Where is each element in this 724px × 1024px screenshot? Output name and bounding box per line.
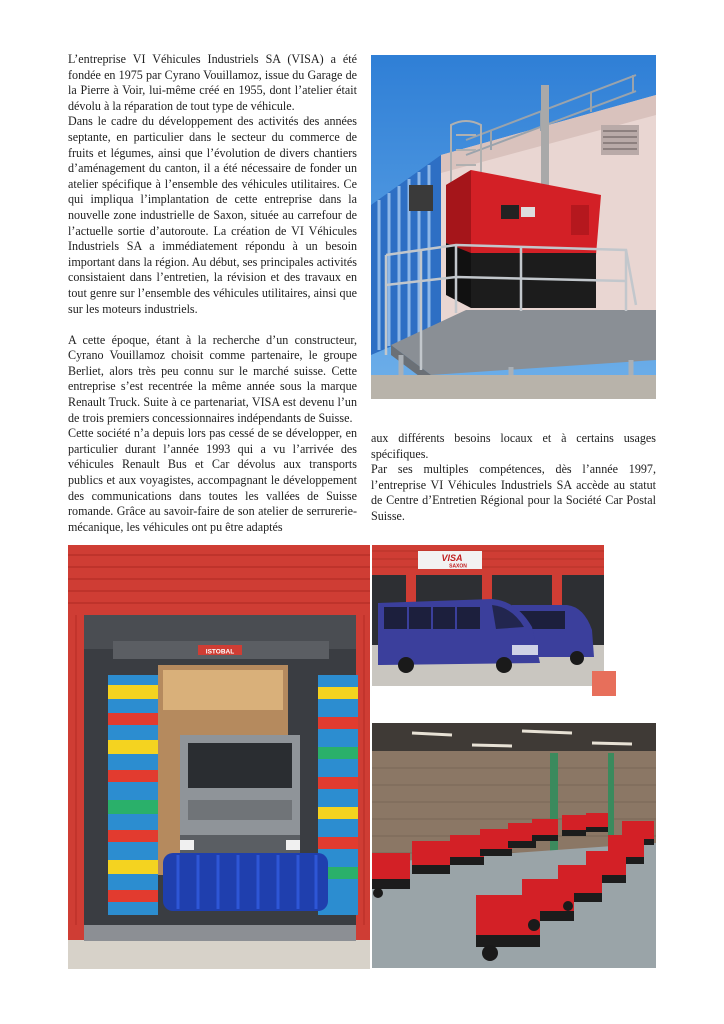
visa-sign-location: SAXON (449, 563, 467, 570)
visa-sign-brand: VISA (441, 553, 463, 563)
photo-minibuses-visa (372, 545, 604, 686)
article-left-column (68, 52, 357, 535)
photo-generator-platform (371, 55, 656, 399)
article-right-column (371, 431, 656, 525)
photo-generators-warehouse (372, 723, 656, 968)
paragraph-partnership: A cette époque, étant à la recherche d’un constructeur, Cyrano Vouillamoz choisit comme partenaire, le groupe Berliet, alors très peu connu sur le marché suisse. Cette entreprise s’est recentrée la même année sous la marque Renault Truck. Suite à ce partenariat, VISA est devenu l’un de trois premiers concessionnaires indépendants de Suisse. (68, 332, 357, 425)
istobal-sign: ISTOBAL (205, 648, 235, 656)
paragraph-continuation: aux différents besoins locaux et à certains usages spécifiques. (371, 431, 656, 461)
paragraph-founding: L’entreprise VI Véhicules Industriels SA (VISA) a été fondée en 1975 par Cyrano Vouillamoz, issue du Garage de la Pierre à Voir, lui-même créé en 1955, dont l’atelier était dévolu à la réparation de tout type de véhicule. (68, 52, 357, 113)
paragraph-development: Dans le cadre du développement des activités des années septante, en particulier dans le secteur du commerce de fruits et légumes, ainsi que l’évolution de divers chantiers d’aménagement du canton, il a été nécessaire de fonder un atelier spécifique à l’ensemble des véhicules utilitaires. Ce qui impliqua l’implantation de cette entreprise dans la nouvelle zone industrielle de Saxon, située au carrefour de l’actuelle sortie d’autoroute. La création de VI Véhicules Industriels SA a immédiatement répondu à un besoin important dans la région. Au début, ses principales activités consistaient dans l’entretien, la révision et des travaux en tout genre sur l’ensemble des véhicules utilitaires, ainsi que sur les moteurs industriels. (68, 114, 357, 316)
paragraph-growth: Cette société n’a depuis lors pas cessé de se développer, en particulier durant l’année 1993 qui a vu l’arrivée des véhicules Renault Bus et Car dévolus aux transports publics et aux voyagistes, accompagnant le développement des communications dans toutes les vallées de Suisse romande. Grâce au savoir-faire de son atelier de serrurerie-mécanique, les véhicules ont pu être adaptés (68, 426, 357, 534)
paragraph-carpostal: Par ses multiples compétences, dès l’année 1997, l’entreprise VI Véhicules Industriels SA accède au statut de Centre d’Entretien Régional pour la Société Car Postal Suisse. (371, 462, 656, 523)
accent-square (592, 671, 616, 696)
photo-truck-wash-bay (68, 545, 370, 969)
